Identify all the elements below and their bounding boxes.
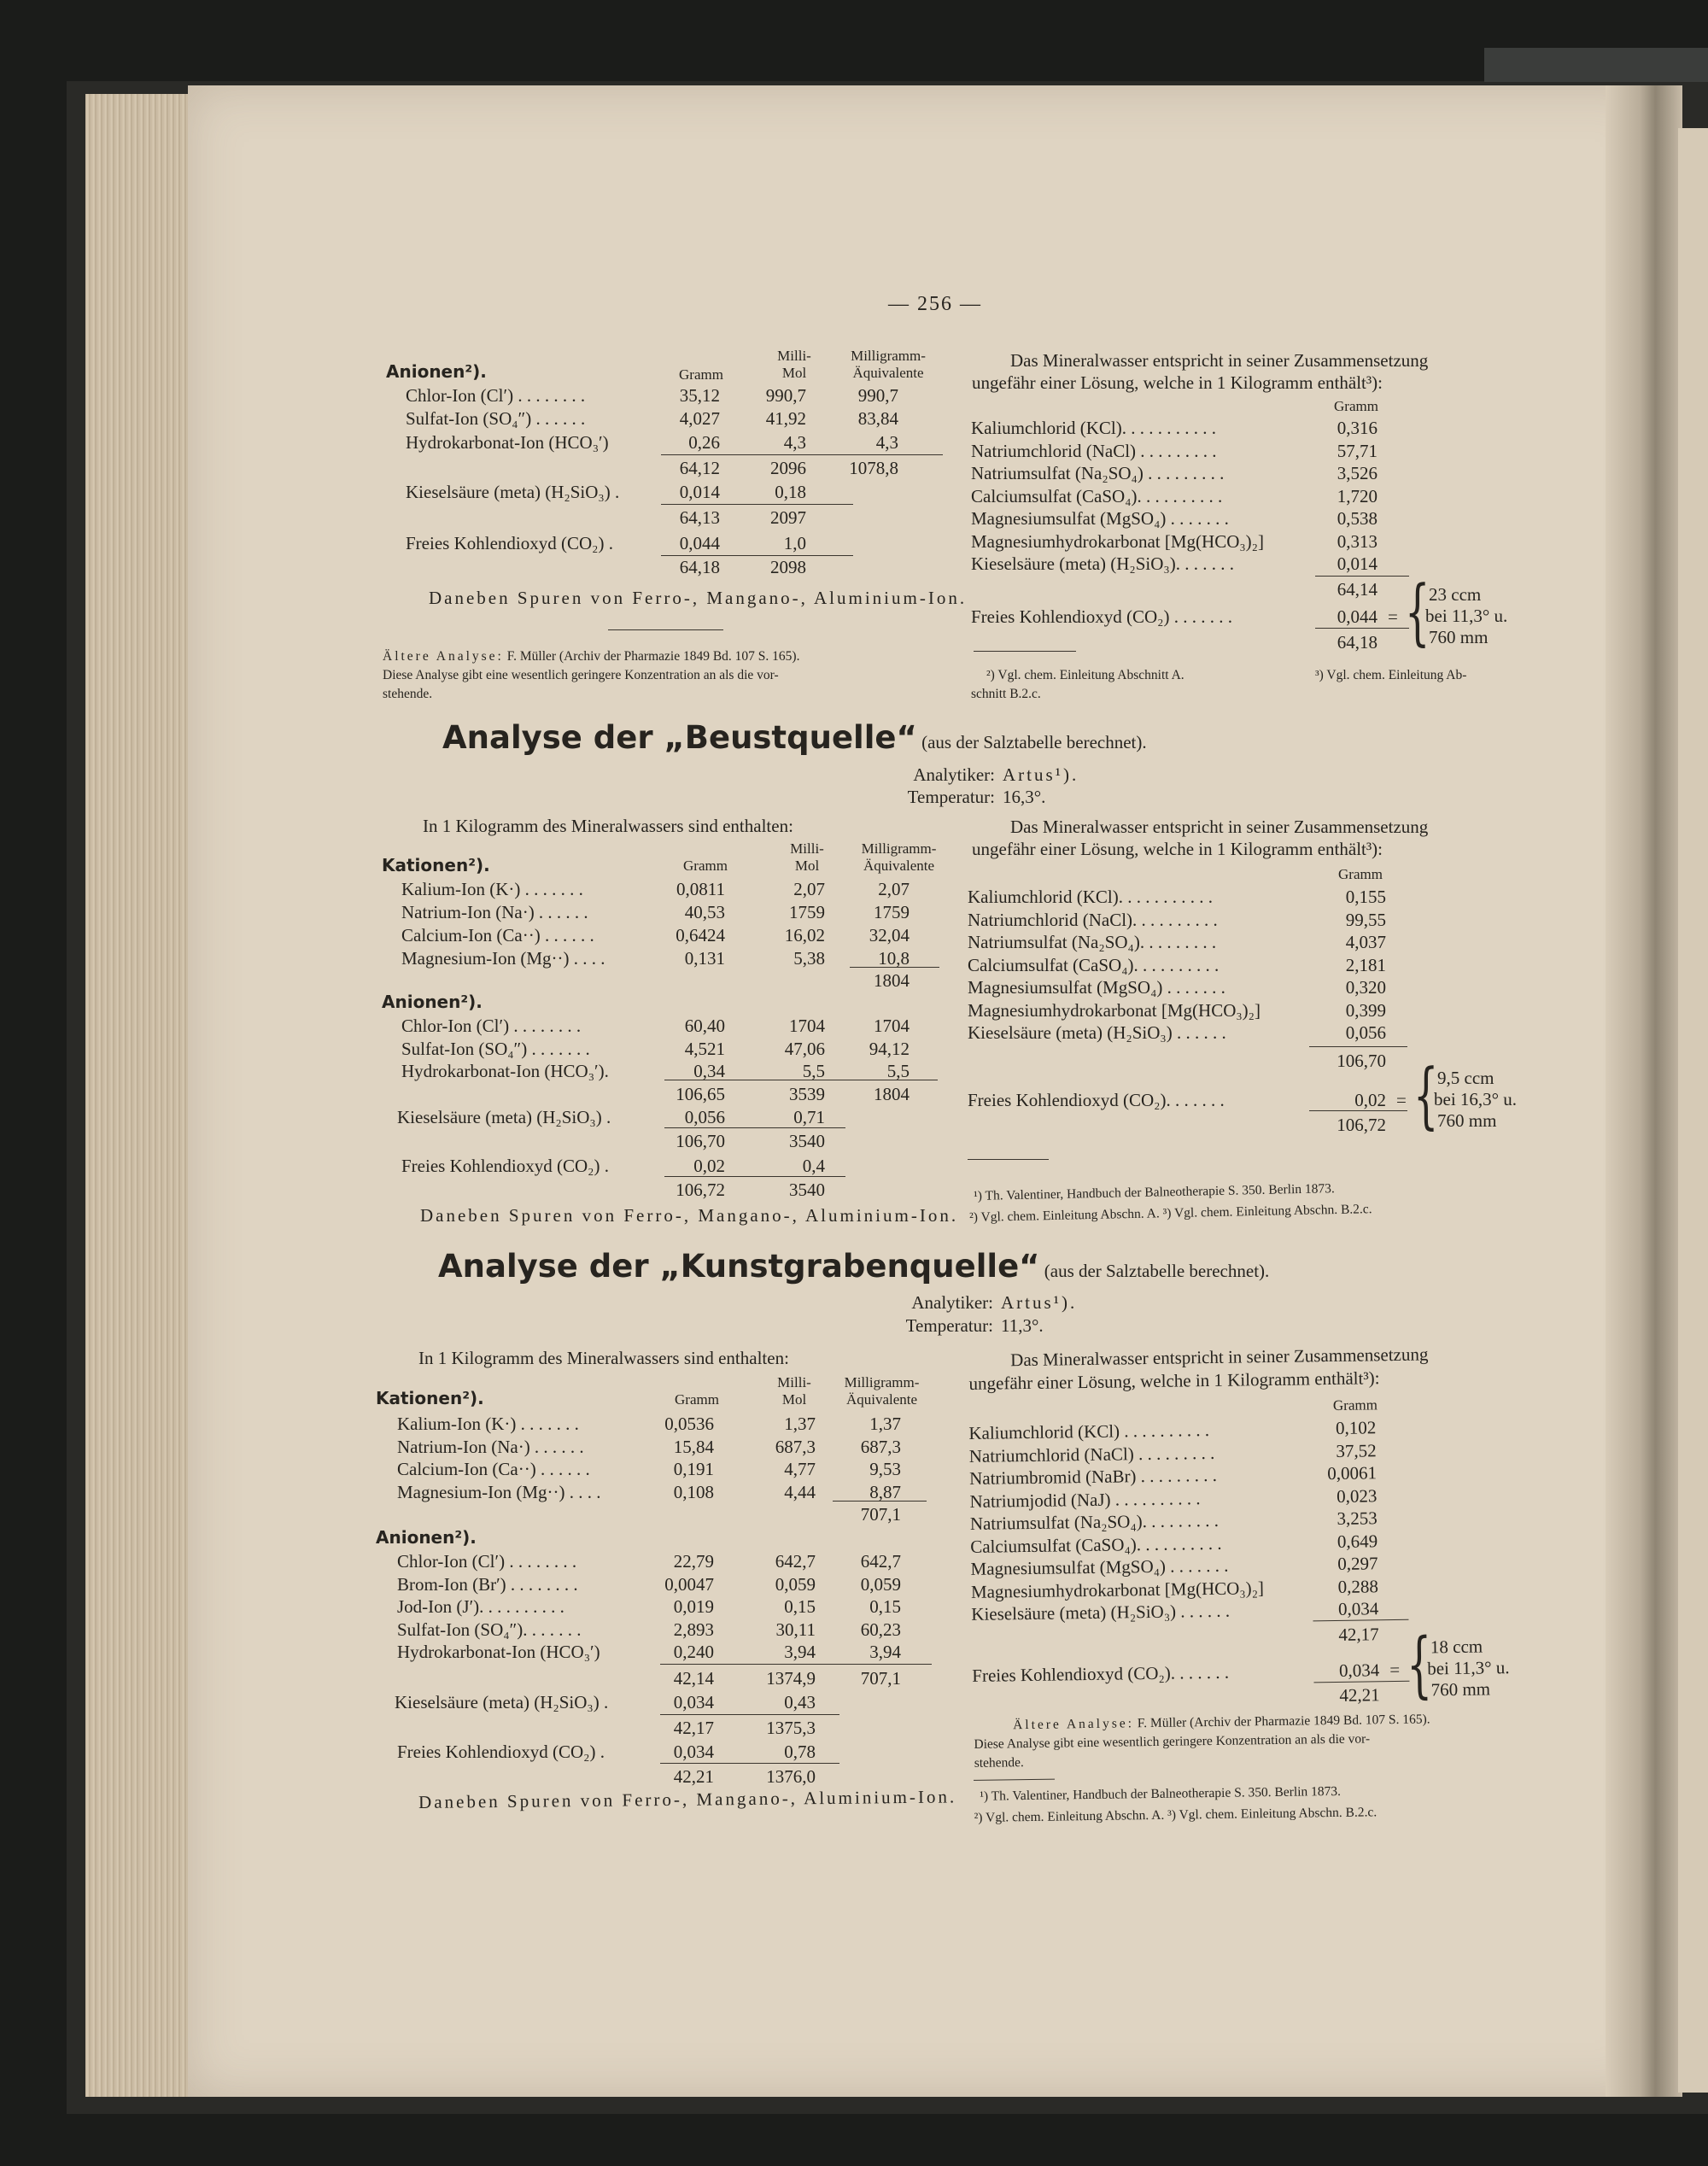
kunst-an-row-gramm: 0,240 xyxy=(673,1642,714,1662)
kunst-kat-sum: 707,1 xyxy=(860,1504,901,1525)
beust-analytiker-label: Analytiker: xyxy=(913,764,995,785)
kunst-right-row-gramm: 0,102 xyxy=(1335,1417,1377,1438)
kunst-temperatur-label: Temperatur: xyxy=(905,1315,993,1336)
beust-tot-gramm: 106,72 xyxy=(676,1180,725,1200)
beust-an-row-millimol: 47,06 xyxy=(784,1038,825,1059)
kunst-an-row-gramm: 2,893 xyxy=(673,1619,714,1640)
beust-right-row-label: Magnesiumhydrokarbonat [Mg(HCO₃)₂] xyxy=(968,999,1261,1021)
kunst-tot-label: Kieselsäure (meta) (H₂SiO₃) . xyxy=(395,1692,609,1712)
beust-tot-millimol: 0,4 xyxy=(802,1156,825,1176)
top-right-row-gramm: 57,71 xyxy=(1337,440,1378,461)
kunst-spuren-text: Daneben Spuren von Ferro-, Mangano-, Aluminium-Ion. xyxy=(418,1786,957,1812)
beust-temperatur-label: Temperatur: xyxy=(907,787,995,807)
top-aeltere-text: F. Müller (Archiv der Pharmazie 1849 Bd. 107 S. 165). xyxy=(506,649,800,664)
kunst-aeltere-2: Diese Analyse gibt eine wesentlich geringere Konzentration an als die vor- xyxy=(974,1731,1371,1752)
beust-right-row-label: Magnesiumsulfat (MgSO₄) . . . . . . . xyxy=(968,977,1225,998)
top-right-sum-1: 64,14 xyxy=(1337,579,1378,600)
kunst-tot-gramm: 42,14 xyxy=(673,1668,714,1689)
top-right-row-label: Kieselsäure (meta) (H₂SiO₃). . . . . . . xyxy=(971,553,1234,574)
kunst-kat-row-aequivalente: 8,87 xyxy=(869,1481,901,1502)
kunst-right-row-label: Natriumchlorid (NaCl) . . . . . . . . . xyxy=(968,1442,1215,1466)
beust-right-brace-line-3: 760 mm xyxy=(1437,1110,1497,1131)
top-aeltere-lead: Ältere Analyse: xyxy=(383,649,504,664)
kunst-col-milli-a: Milli- xyxy=(777,1374,811,1390)
kunst-subtitle: (aus der Salztabelle berechnet). xyxy=(1044,1261,1270,1281)
kunst-an-row-gramm: 22,79 xyxy=(673,1551,714,1572)
beust-right-sum-1: 106,70 xyxy=(1337,1051,1386,1071)
top-aeltere-2: Diese Analyse gibt eine wesentlich geringere Konzentration an als die vor- xyxy=(383,668,779,682)
kunst-right-sum-rule xyxy=(1313,1619,1408,1622)
kunst-col-milli-b: Mol xyxy=(781,1391,807,1408)
beust-col-milli-b: Mol xyxy=(794,858,820,874)
beust-an-row-aequivalente: 1704 xyxy=(874,1016,910,1036)
top-right-co2-label: Freies Kohlendioxyd (CO₂) . . . . . . . xyxy=(971,606,1232,627)
top-right-brace-line-3: 760 mm xyxy=(1429,627,1489,647)
top-right-footnote-b: ³) Vgl. chem. Einleitung Ab- xyxy=(1315,668,1467,682)
kunst-analytiker-value: Artus¹). xyxy=(1001,1292,1078,1313)
kunst-aeltere xyxy=(1013,1712,1430,1731)
kunst-an-row-aequivalente: 0,059 xyxy=(860,1573,901,1595)
top-row-label: Kieselsäure (meta) (H₂SiO₃) . xyxy=(406,482,620,502)
beust-right-row-label: Natriumsulfat (Na₂SO₄). . . . . . . . . xyxy=(968,932,1217,952)
beust-footnote-1: ¹) Th. Valentiner, Handbuch der Balneotherapie S. 350. Berlin 1873. xyxy=(973,1181,1335,1203)
kunst-right-col-gramm: Gramm xyxy=(1332,1396,1378,1414)
kunst-footnote-2: ²) Vgl. chem. Einleitung Abschn. A. ³) Vgl. chem. Einleitung Abschn. B.2.c. xyxy=(974,1805,1378,1825)
kunst-an-row-aequivalente: 60,23 xyxy=(860,1619,901,1640)
kunst-right-row-gramm: 0,0061 xyxy=(1327,1462,1378,1484)
top-row-millimol: 41,92 xyxy=(765,408,806,429)
kunst-right-row-label: Natriumbromid (NaBr) . . . . . . . . . xyxy=(968,1464,1218,1489)
beust-analytiker-value: Artus¹). xyxy=(1003,764,1079,785)
beust-right-row-label: Natriumchlorid (NaCl). . . . . . . . . . xyxy=(968,909,1218,930)
beust-tot-millimol: 3540 xyxy=(789,1131,825,1151)
beust-spuren-text: Daneben Spuren von Ferro-, Mangano-, Aluminium-Ion. xyxy=(420,1205,959,1226)
kunst-right-intro-2: ungefähr einer Lösung, welche in 1 Kilogramm enthält³): xyxy=(968,1367,1380,1394)
beust-right-row-label: Calciumsulfat (CaSO₄). . . . . . . . . . xyxy=(968,954,1220,975)
top-row-millimol: 0,18 xyxy=(775,482,806,502)
beust-right-brace-line-1: 9,5 ccm xyxy=(1437,1068,1494,1088)
top-right-row-gramm: 0,313 xyxy=(1337,530,1378,552)
kunst-kat-row-gramm: 0,191 xyxy=(673,1459,714,1479)
kunst-right-intro-1: Das Mineralwasser entspricht in seiner Zusammensetzung xyxy=(1010,1344,1429,1371)
kunst-right-row-gramm: 37,52 xyxy=(1336,1439,1377,1461)
kunst-fn-divider xyxy=(974,1779,1055,1781)
kunst-right-brace-icon: { xyxy=(1406,1622,1433,1706)
kunst-kat-row-gramm: 15,84 xyxy=(673,1436,714,1457)
kunst-kat-row-aequivalente: 1,37 xyxy=(869,1414,901,1434)
kunst-an-row-millimol: 0,15 xyxy=(784,1596,816,1617)
kunst-tot-millimol: 1376,0 xyxy=(766,1766,816,1787)
kunst-an-row-label: Brom-Ion (Br′) . . . . . . . . xyxy=(397,1573,578,1595)
beust-kat-row-millimol: 2,07 xyxy=(793,879,825,899)
kunst-kat-row-gramm: 0,108 xyxy=(673,1481,714,1502)
kunst-analytiker-label: Analytiker: xyxy=(911,1292,993,1313)
kunst-an-row-label: Hydrokarbonat-Ion (HCO₃′) xyxy=(397,1642,600,1662)
beust-right-row-gramm: 0,155 xyxy=(1345,887,1386,907)
kunst-kat-row-label: Calcium-Ion (Ca··) . . . . . . xyxy=(397,1459,590,1479)
kunst-an-row-label: Jod-Ion (J′). . . . . . . . . . xyxy=(397,1596,564,1617)
kunst-col-gramm: Gramm xyxy=(675,1391,719,1408)
kunst-an-row-gramm: 0,0047 xyxy=(664,1573,714,1595)
kunst-kat-row-label: Natrium-Ion (Na·) . . . . . . xyxy=(397,1436,584,1457)
kunst-an-row-aequivalente: 0,15 xyxy=(869,1596,901,1617)
kunst-right-row-label: Kieselsäure (meta) (H₂SiO₃) . . . . . . xyxy=(971,1600,1231,1624)
beust-tot-label: Freies Kohlendioxyd (CO₂) . xyxy=(401,1156,609,1176)
kunst-right-sum-1: 42,17 xyxy=(1338,1624,1379,1645)
beust-kat-row-aequivalente: 32,04 xyxy=(869,925,910,945)
top-row-label: Chlor-Ion (Cl′) . . . . . . . . xyxy=(406,385,586,406)
kunst-aeltere-3: stehende. xyxy=(974,1755,1024,1771)
beust-intro: In 1 Kilogramm des Mineralwassers sind enthalten: xyxy=(423,816,793,836)
top-right-row-label: Natriumsulfat (Na₂SO₄) . . . . . . . . . xyxy=(971,463,1225,483)
beust-kat-row-label: Magnesium-Ion (Mg··) . . . . xyxy=(401,948,605,969)
top-right-brace-icon: { xyxy=(1405,570,1430,653)
kunst-an-row-millimol: 0,059 xyxy=(775,1573,816,1595)
page-number: — 256 — xyxy=(888,293,982,315)
beust-temperatur-value: 16,3°. xyxy=(1003,787,1046,807)
top-row-gramm: 35,12 xyxy=(679,385,720,406)
top-right-footnote-a: ²) Vgl. chem. Einleitung Abschnitt A. xyxy=(986,668,1184,682)
top-right-row-gramm: 0,538 xyxy=(1337,508,1378,529)
top-right-co2-value: 0,044 xyxy=(1337,606,1378,627)
top-right-sum-2: 64,18 xyxy=(1337,632,1378,653)
beust-right-co2-value: 0,02 xyxy=(1354,1090,1386,1110)
beust-col-aeq-a: Milligramm- xyxy=(861,840,937,857)
kunst-an-row-millimol: 30,11 xyxy=(775,1619,816,1640)
top-right-brace-line-2: bei 11,3° u. xyxy=(1425,606,1508,626)
beust-right-co2-label: Freies Kohlendioxyd (CO₂). . . . . . . xyxy=(968,1090,1225,1110)
beust-an-row-gramm: 4,521 xyxy=(684,1038,725,1059)
kunst-right-row-label: Calciumsulfat (CaSO₄). . . . . . . . . . xyxy=(970,1532,1222,1557)
beust-an-row-label: Sulfat-Ion (SO₄″) . . . . . . . xyxy=(401,1038,590,1059)
kunst-tot-gramm: 42,17 xyxy=(673,1718,714,1738)
beust-kat-row-millimol: 16,02 xyxy=(784,925,825,945)
kunst-right-row-label: Natriumjodid (NaJ) . . . . . . . . . . xyxy=(969,1487,1201,1512)
kunst-kat-row-aequivalente: 687,3 xyxy=(860,1436,901,1457)
top-row-gramm: 0,26 xyxy=(688,432,720,453)
beust-tot-aequivalente: 1804 xyxy=(874,1084,910,1104)
kunst-footnote-1: ¹) Th. Valentiner, Handbuch der Balneotherapie S. 350. Berlin 1873. xyxy=(980,1783,1342,1804)
beust-kat-row-gramm: 0,0811 xyxy=(676,879,725,899)
top-col-gramm: Gramm xyxy=(679,366,723,383)
top-row-label: Hydrokarbonat-Ion (HCO₃′) xyxy=(406,432,609,453)
kunst-right-sum-rule-2 xyxy=(1313,1681,1409,1683)
kunst-tot-millimol: 0,43 xyxy=(784,1692,816,1712)
kunst-anionen-heading: Anionen²). xyxy=(376,1527,477,1548)
kunst-temperatur-value: 11,3°. xyxy=(1001,1315,1044,1336)
kunst-tot-millimol: 1374,9 xyxy=(766,1668,816,1689)
kunst-right-sum-2: 42,21 xyxy=(1339,1684,1380,1706)
kunst-right-row-gramm: 0,297 xyxy=(1337,1553,1378,1574)
kunst-an-row-millimol: 642,7 xyxy=(775,1551,816,1572)
kunst-right-row-gramm: 3,253 xyxy=(1337,1507,1378,1529)
beust-tot-gramm: 106,65 xyxy=(676,1084,725,1104)
top-row-label: Sulfat-Ion (SO₄″) . . . . . . xyxy=(406,408,586,429)
kunst-tot-gramm: 42,21 xyxy=(673,1766,714,1787)
top-row-label: Freies Kohlendioxyd (CO₂) . xyxy=(406,533,613,553)
kunst-right-brace-line-1: 18 ccm xyxy=(1430,1636,1483,1658)
top-col-aeq-a: Milligramm- xyxy=(851,348,926,364)
top-anionen-heading: Anionen²). xyxy=(386,361,487,382)
beust-right-row-gramm: 4,037 xyxy=(1345,932,1386,952)
top-right-row-label: Kaliumchlorid (KCl). . . . . . . . . . . xyxy=(971,418,1216,438)
beust-an-row-millimol: 5,5 xyxy=(802,1061,825,1081)
kunst-aeltere-lead: Ältere Analyse: xyxy=(1013,1716,1135,1733)
kunst-right-row-gramm: 0,649 xyxy=(1337,1530,1378,1552)
beust-right-row-label: Kaliumchlorid (KCl). . . . . . . . . . . xyxy=(968,887,1213,907)
beust-right-sum-2: 106,72 xyxy=(1337,1115,1386,1135)
kunst-an-row-label: Chlor-Ion (Cl′) . . . . . . . . xyxy=(397,1551,577,1572)
kunst-kat-row-millimol: 4,44 xyxy=(784,1481,816,1502)
beust-footnote-2: ²) Vgl. chem. Einleitung Abschn. A. ³) Vgl. chem. Einleitung Abschn. B.2.c. xyxy=(968,1202,1372,1225)
beust-kat-row-label: Natrium-Ion (Na·) . . . . . . xyxy=(401,902,588,922)
top-right-row-gramm: 0,316 xyxy=(1337,418,1378,438)
beust-kat-row-gramm: 0,131 xyxy=(684,948,725,969)
top-row-aequivalente: 4,3 xyxy=(875,432,898,453)
top-right-intro-2: ungefähr einer Lösung, welche in 1 Kilogramm enthält³): xyxy=(972,372,1383,393)
beust-right-co2-equals: = xyxy=(1396,1090,1407,1110)
beust-right-brace-icon: { xyxy=(1413,1053,1439,1137)
beust-right-brace-line-2: bei 16,3° u. xyxy=(1434,1089,1518,1109)
top-right-footnote-c: schnitt B.2.c. xyxy=(971,687,1041,701)
kunst-intro: In 1 Kilogramm des Mineralwassers sind enthalten: xyxy=(418,1348,789,1368)
top-right-intro-1: Das Mineralwasser entspricht in seiner Zusammensetzung xyxy=(1010,350,1429,371)
kunst-kat-row-millimol: 4,77 xyxy=(784,1459,816,1479)
kunst-tot-aequivalente: 707,1 xyxy=(860,1668,901,1689)
kunst-right-co2-label: Freies Kohlendioxyd (CO₂). . . . . . . xyxy=(972,1661,1230,1686)
beust-right-col-gramm: Gramm xyxy=(1338,866,1383,882)
top-right-row-label: Calciumsulfat (CaSO₄). . . . . . . . . . xyxy=(971,485,1223,506)
top-row-millimol: 990,7 xyxy=(765,385,806,406)
beust-kat-row-aequivalente: 10,8 xyxy=(878,948,910,969)
top-spuren-text: Daneben Spuren von Ferro-, Mangano-, Aluminium-Ion. xyxy=(429,588,968,608)
kunst-right-co2-value: 0,034 xyxy=(1338,1660,1380,1681)
top-row-gramm: 0,014 xyxy=(679,482,720,502)
kunst-kat-row-label: Magnesium-Ion (Mg··) . . . . xyxy=(397,1481,601,1502)
top-aeltere-3: stehende. xyxy=(383,687,433,701)
top-row-aequivalente: 990,7 xyxy=(857,385,898,406)
top-row-gramm: 0,044 xyxy=(679,533,720,553)
beust-kat-row-millimol: 5,38 xyxy=(793,948,825,969)
kunst-right-row-label: Kaliumchlorid (KCl) . . . . . . . . . . xyxy=(968,1420,1210,1443)
top-right-row-gramm: 3,526 xyxy=(1337,463,1378,483)
beust-tot-millimol: 0,71 xyxy=(793,1107,825,1127)
kunst-kat-row-aequivalente: 9,53 xyxy=(869,1459,901,1479)
kunst-an-row-aequivalente: 642,7 xyxy=(860,1551,901,1572)
kunst-kationen-heading: Kationen²). xyxy=(376,1388,484,1408)
top-right-row-label: Natriumchlorid (NaCl) . . . . . . . . . xyxy=(971,440,1217,461)
top-row-millimol: 1,0 xyxy=(783,533,806,553)
beust-tot-millimol: 3539 xyxy=(789,1084,825,1104)
kunst-right-row-gramm: 0,034 xyxy=(1337,1598,1379,1619)
kunst-an-row-millimol: 3,94 xyxy=(784,1642,816,1662)
top-row-millimol: 2098 xyxy=(770,557,806,577)
beust-kationen-heading: Kationen²). xyxy=(382,855,490,875)
kunst-tot-gramm: 0,034 xyxy=(673,1692,714,1712)
beust-kat-sum: 1804 xyxy=(874,970,910,991)
beust-right-row-gramm: 99,55 xyxy=(1345,909,1386,930)
top-right-row-gramm: 0,014 xyxy=(1337,553,1378,574)
top-col-milli-a: Milli- xyxy=(777,348,811,364)
kunst-kat-row-gramm: 0,0536 xyxy=(664,1414,714,1434)
top-col-milli-b: Mol xyxy=(781,365,807,381)
kunst-right-row-label: Magnesiumhydrokarbonat [Mg(HCO₃)₂] xyxy=(970,1577,1265,1602)
top-row-aequivalente: 1078,8 xyxy=(849,458,898,478)
beust-right-row-gramm: 0,399 xyxy=(1345,999,1386,1021)
beust-right-row-gramm: 0,320 xyxy=(1345,977,1386,998)
beust-col-milli-a: Milli- xyxy=(790,840,824,857)
top-row-aequivalente: 83,84 xyxy=(857,408,898,429)
top-right-row-gramm: 1,720 xyxy=(1337,485,1378,506)
beust-kat-row-millimol: 1759 xyxy=(789,902,825,922)
beust-kat-row-gramm: 40,53 xyxy=(684,902,725,922)
top-right-co2-equals: = xyxy=(1388,606,1398,627)
kunst-an-row-aequivalente: 3,94 xyxy=(869,1642,901,1662)
top-row-gramm: 64,18 xyxy=(679,557,720,577)
kunst-kat-row-label: Kalium-Ion (K·) . . . . . . . xyxy=(397,1414,579,1434)
beust-tot-label: Kieselsäure (meta) (H₂SiO₃) . xyxy=(397,1107,611,1127)
top-right-row-label: Magnesiumsulfat (MgSO₄) . . . . . . . xyxy=(971,508,1229,529)
beust-kat-row-label: Calcium-Ion (Ca··) . . . . . . xyxy=(401,925,594,945)
beust-tot-millimol: 3540 xyxy=(789,1180,825,1200)
kunst-an-row-label: Sulfat-Ion (SO₄″). . . . . . . xyxy=(397,1619,582,1640)
top-row-gramm: 64,12 xyxy=(679,458,720,478)
top-row-millimol: 4,3 xyxy=(783,432,806,453)
top-right-col-gramm: Gramm xyxy=(1334,398,1378,414)
top-row-gramm: 64,13 xyxy=(679,507,720,528)
beust-right-row-gramm: 2,181 xyxy=(1345,954,1386,975)
kunst-right-row-label: Natriumsulfat (Na₂SO₄). . . . . . . . . xyxy=(969,1509,1220,1534)
beust-kat-row-gramm: 0,6424 xyxy=(676,925,725,945)
kunst-right-row-gramm: 0,023 xyxy=(1337,1484,1378,1507)
top-row-millimol: 2096 xyxy=(770,458,806,478)
beust-tot-gramm: 0,056 xyxy=(684,1107,725,1127)
kunst-kat-row-millimol: 687,3 xyxy=(775,1436,816,1457)
beust-an-row-millimol: 1704 xyxy=(789,1016,825,1036)
kunst-tot-millimol: 0,78 xyxy=(784,1742,816,1762)
beust-an-row-gramm: 60,40 xyxy=(684,1016,725,1036)
top-row-gramm: 4,027 xyxy=(679,408,720,429)
kunst-an-row-gramm: 0,019 xyxy=(673,1596,714,1617)
beust-anionen-heading: Anionen²). xyxy=(382,992,483,1012)
beust-kat-row-aequivalente: 1759 xyxy=(874,902,910,922)
top-right-row-label: Magnesiumhydrokarbonat [Mg(HCO₃)₂] xyxy=(971,530,1264,552)
kunst-col-aeq-b: Äquivalente xyxy=(845,1391,918,1408)
beust-right-intro-2: ungefähr einer Lösung, welche in 1 Kilogramm enthält³): xyxy=(972,839,1383,859)
beust-right-intro-1: Das Mineralwasser entspricht in seiner Zusammensetzung xyxy=(1010,817,1429,837)
top-row-millimol: 2097 xyxy=(770,507,806,528)
beust-right-row-gramm: 0,056 xyxy=(1345,1022,1386,1043)
top-right-brace-line-1: 23 ccm xyxy=(1429,584,1482,605)
kunst-aeltere-text: F. Müller (Archiv der Pharmazie 1849 Bd. 107 S. 165). xyxy=(1137,1712,1430,1731)
beust-tot-gramm: 0,02 xyxy=(693,1156,725,1176)
beust-kat-row-label: Kalium-Ion (K·) . . . . . . . xyxy=(401,879,583,899)
kunst-right-brace-line-3: 760 mm xyxy=(1430,1678,1491,1701)
beust-subtitle: (aus der Salztabelle berechnet). xyxy=(921,732,1147,752)
beust-title: Analyse der „Beustquelle“ xyxy=(442,719,917,756)
kunst-right-row-gramm: 0,288 xyxy=(1337,1575,1379,1597)
kunst-right-row-label: Magnesiumsulfat (MgSO₄) . . . . . . . xyxy=(970,1554,1229,1579)
beust-right-row-label: Kieselsäure (meta) (H₂SiO₃) . . . . . . xyxy=(968,1022,1226,1043)
beust-an-row-aequivalente: 5,5 xyxy=(886,1061,910,1081)
beust-an-row-label: Chlor-Ion (Cl′) . . . . . . . . xyxy=(401,1016,582,1036)
beust-tot-gramm: 106,70 xyxy=(676,1131,725,1151)
beust-col-gramm: Gramm xyxy=(683,858,728,874)
beust-an-row-label: Hydrokarbonat-Ion (HCO₃′). xyxy=(401,1061,609,1081)
kunst-col-aeq-a: Milligramm- xyxy=(844,1374,920,1390)
beust-an-row-aequivalente: 94,12 xyxy=(869,1038,910,1059)
beust-an-row-gramm: 0,34 xyxy=(693,1061,725,1081)
kunst-tot-millimol: 1375,3 xyxy=(766,1718,816,1738)
kunst-kat-row-millimol: 1,37 xyxy=(784,1414,816,1434)
kunst-tot-gramm: 0,034 xyxy=(673,1742,714,1762)
kunst-title: Analyse der „Kunstgrabenquelle“ xyxy=(438,1248,1040,1285)
beust-col-aeq-b: Äquivalente xyxy=(863,858,935,874)
kunst-right-co2-equals: = xyxy=(1389,1659,1401,1681)
kunst-tot-label: Freies Kohlendioxyd (CO₂) . xyxy=(397,1742,605,1762)
kunst-right-brace-line-2: bei 11,3° u. xyxy=(1427,1657,1510,1679)
top-col-aeq-b: Äquivalente xyxy=(852,365,924,381)
beust-kat-row-aequivalente: 2,07 xyxy=(878,879,910,899)
